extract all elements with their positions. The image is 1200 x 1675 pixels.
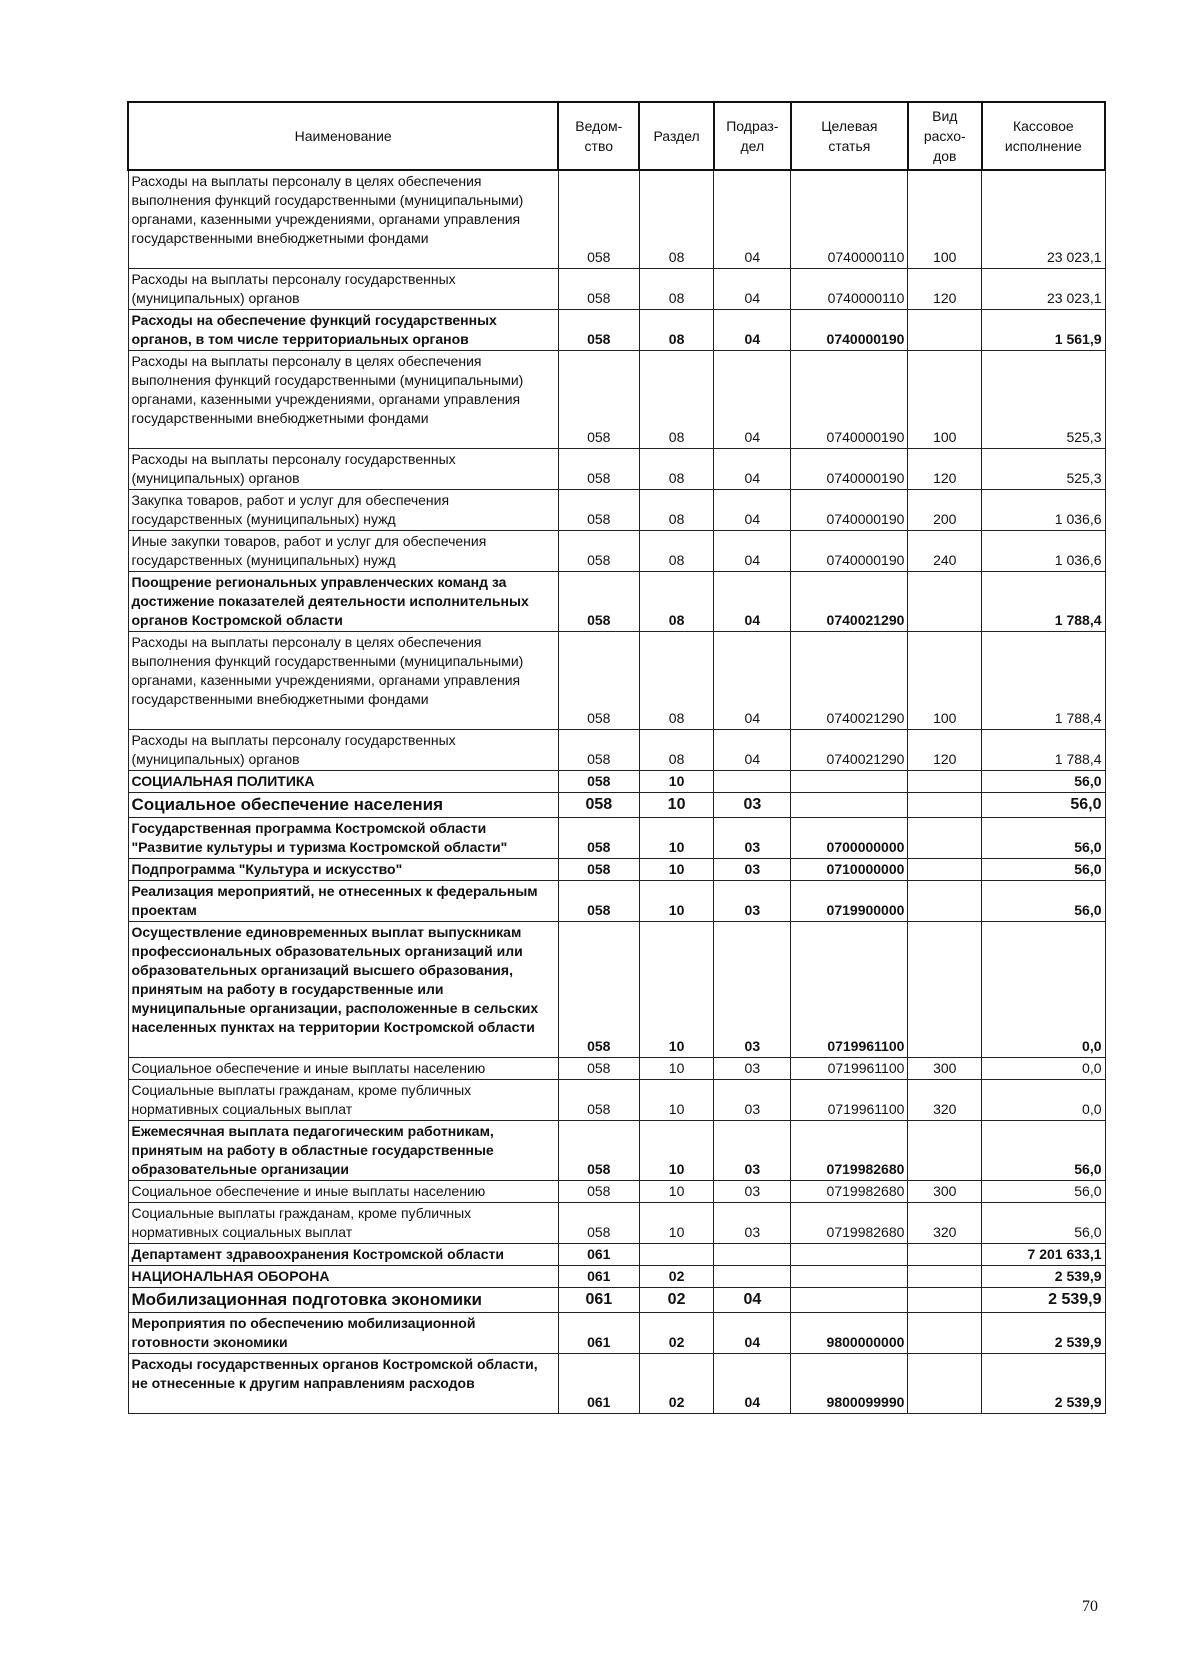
row-name: Расходы на выплаты персоналу в целях обеспечения выполнения функций государственными (муниципальными) органами, казенными учреждениями, органами управления государственными внебюджетными фондами (128, 631, 558, 729)
row-podrazdel: 04 (714, 170, 791, 268)
row-podrazdel: 04 (714, 350, 791, 448)
row-celevaya-statya (791, 792, 908, 817)
row-podrazdel: 04 (714, 309, 791, 350)
table-row (128, 631, 1105, 729)
row-vid-rashodov (908, 770, 982, 792)
row-celevaya-statya: 0719982680 (791, 1180, 908, 1202)
row-vid-rashodov (908, 1243, 982, 1265)
row-vedomstvo: 058 (558, 817, 639, 858)
header-razdel: Раздел (639, 102, 714, 170)
row-celevaya-statya: 0740000190 (791, 309, 908, 350)
row-razdel: 08 (639, 530, 714, 571)
row-razdel: 08 (639, 631, 714, 729)
row-razdel (639, 1243, 714, 1265)
row-name: Расходы государственных органов Костромской области, не отнесенные к другим направлениям расходов (128, 1353, 558, 1413)
row-podrazdel: 03 (714, 1079, 791, 1120)
row-kassovoe-ispolnenie: 1 036,6 (982, 489, 1105, 530)
row-vid-rashodov (908, 921, 982, 1057)
row-celevaya-statya: 0740021290 (791, 571, 908, 631)
table-header-row (128, 102, 1105, 170)
row-vedomstvo: 058 (558, 631, 639, 729)
row-vedomstvo: 058 (558, 770, 639, 792)
table-row (128, 309, 1105, 350)
header-vedomstvo: Ведом- ство (558, 102, 639, 170)
row-kassovoe-ispolnenie: 2 539,9 (982, 1312, 1105, 1353)
row-vedomstvo: 061 (558, 1353, 639, 1413)
row-vedomstvo: 058 (558, 489, 639, 530)
row-celevaya-statya: 0719961100 (791, 921, 908, 1057)
row-razdel: 10 (639, 1120, 714, 1180)
row-kassovoe-ispolnenie: 0,0 (982, 921, 1105, 1057)
header-name: Наименование (128, 102, 558, 170)
row-podrazdel: 03 (714, 792, 791, 817)
row-celevaya-statya: 9800099990 (791, 1353, 908, 1413)
row-kassovoe-ispolnenie: 56,0 (982, 858, 1105, 880)
row-vedomstvo: 058 (558, 1180, 639, 1202)
budget-execution-table (127, 101, 1106, 1414)
row-podrazdel (714, 1265, 791, 1287)
row-vid-rashodov (908, 880, 982, 921)
row-podrazdel: 04 (714, 1353, 791, 1413)
row-podrazdel: 04 (714, 448, 791, 489)
table-row (128, 1180, 1105, 1202)
row-celevaya-statya: 0740000110 (791, 268, 908, 309)
row-vedomstvo: 061 (558, 1287, 639, 1312)
row-kassovoe-ispolnenie: 525,3 (982, 448, 1105, 489)
row-vedomstvo: 058 (558, 571, 639, 631)
row-kassovoe-ispolnenie: 56,0 (982, 1202, 1105, 1243)
row-kassovoe-ispolnenie: 56,0 (982, 1120, 1105, 1180)
row-vid-rashodov (908, 1312, 982, 1353)
row-kassovoe-ispolnenie: 1 788,4 (982, 631, 1105, 729)
row-vedomstvo: 058 (558, 170, 639, 268)
header-celevaya-statya: Целевая статья (791, 102, 908, 170)
row-name: Расходы на выплаты персоналу государственных (муниципальных) органов (128, 268, 558, 309)
table-row (128, 729, 1105, 770)
row-vid-rashodov: 300 (908, 1180, 982, 1202)
row-podrazdel (714, 1243, 791, 1265)
row-vedomstvo: 058 (558, 858, 639, 880)
row-kassovoe-ispolnenie: 525,3 (982, 350, 1105, 448)
row-kassovoe-ispolnenie: 2 539,9 (982, 1287, 1105, 1312)
row-vid-rashodov (908, 309, 982, 350)
row-podrazdel: 03 (714, 858, 791, 880)
row-vid-rashodov: 320 (908, 1079, 982, 1120)
row-kassovoe-ispolnenie: 1 036,6 (982, 530, 1105, 571)
row-vedomstvo: 061 (558, 1265, 639, 1287)
row-kassovoe-ispolnenie: 1 788,4 (982, 571, 1105, 631)
row-celevaya-statya: 0740021290 (791, 729, 908, 770)
row-celevaya-statya (791, 770, 908, 792)
row-celevaya-statya: 0740021290 (791, 631, 908, 729)
row-name: СОЦИАЛЬНАЯ ПОЛИТИКА (128, 770, 558, 792)
table-row (128, 571, 1105, 631)
row-celevaya-statya: 0710000000 (791, 858, 908, 880)
row-celevaya-statya: 0719961100 (791, 1057, 908, 1079)
row-razdel: 10 (639, 770, 714, 792)
row-podrazdel: 03 (714, 1057, 791, 1079)
row-name: Государственная программа Костромской области "Развитие культуры и туризма Костромской области" (128, 817, 558, 858)
row-vedomstvo: 058 (558, 350, 639, 448)
row-vid-rashodov (908, 858, 982, 880)
row-razdel: 02 (639, 1265, 714, 1287)
row-razdel: 10 (639, 880, 714, 921)
row-razdel: 10 (639, 1079, 714, 1120)
row-name: Социальное обеспечение и иные выплаты населению (128, 1057, 558, 1079)
row-name: Ежемесячная выплата педагогическим работникам, принятым на работу в областные государственные образовательные организации (128, 1120, 558, 1180)
row-name: Социальное обеспечение населения (128, 792, 558, 817)
row-name: Социальные выплаты гражданам, кроме публичных нормативных социальных выплат (128, 1079, 558, 1120)
row-celevaya-statya: 0719982680 (791, 1120, 908, 1180)
row-name: Расходы на выплаты персоналу в целях обеспечения выполнения функций государственными (муниципальными) органами, казенными учреждениями, органами управления государственными внебюджетными фондами (128, 170, 558, 268)
row-name: Закупка товаров, работ и услуг для обеспечения государственных (муниципальных) нужд (128, 489, 558, 530)
row-kassovoe-ispolnenie: 2 539,9 (982, 1265, 1105, 1287)
table-row (128, 448, 1105, 489)
row-razdel: 08 (639, 170, 714, 268)
row-kassovoe-ispolnenie: 1 561,9 (982, 309, 1105, 350)
row-kassovoe-ispolnenie: 56,0 (982, 1180, 1105, 1202)
row-vid-rashodov: 100 (908, 350, 982, 448)
row-vedomstvo: 061 (558, 1243, 639, 1265)
row-celevaya-statya: 0740000190 (791, 448, 908, 489)
row-razdel: 10 (639, 858, 714, 880)
row-razdel: 08 (639, 268, 714, 309)
table-row (128, 530, 1105, 571)
header-podrazdel: Подраз- дел (714, 102, 791, 170)
row-kassovoe-ispolnenie: 1 788,4 (982, 729, 1105, 770)
row-kassovoe-ispolnenie: 56,0 (982, 817, 1105, 858)
row-name: Социальное обеспечение и иные выплаты населению (128, 1180, 558, 1202)
table-row (128, 858, 1105, 880)
row-vedomstvo: 058 (558, 530, 639, 571)
row-vid-rashodov (908, 817, 982, 858)
row-name: Мобилизационная подготовка экономики (128, 1287, 558, 1312)
row-vedomstvo: 058 (558, 448, 639, 489)
row-razdel: 10 (639, 792, 714, 817)
table-row (128, 489, 1105, 530)
table-row (128, 1057, 1105, 1079)
row-podrazdel: 04 (714, 729, 791, 770)
row-celevaya-statya: 0740000190 (791, 350, 908, 448)
row-podrazdel: 03 (714, 921, 791, 1057)
row-razdel: 08 (639, 448, 714, 489)
row-vid-rashodov: 200 (908, 489, 982, 530)
row-razdel: 10 (639, 1202, 714, 1243)
row-name: Расходы на выплаты персоналу в целях обеспечения выполнения функций государственными (муниципальными) органами, казенными учреждениями, органами управления государственными внебюджетными фондами (128, 350, 558, 448)
row-razdel: 02 (639, 1353, 714, 1413)
row-vid-rashodov (908, 1287, 982, 1312)
row-razdel: 10 (639, 817, 714, 858)
table-row (128, 880, 1105, 921)
row-celevaya-statya: 0740000190 (791, 489, 908, 530)
table-row (128, 1287, 1105, 1312)
table-row (128, 817, 1105, 858)
row-vedomstvo: 058 (558, 1057, 639, 1079)
row-kassovoe-ispolnenie: 0,0 (982, 1057, 1105, 1079)
table-row (128, 1265, 1105, 1287)
row-vid-rashodov: 120 (908, 268, 982, 309)
row-podrazdel: 04 (714, 489, 791, 530)
row-razdel: 10 (639, 921, 714, 1057)
row-podrazdel (714, 770, 791, 792)
row-vedomstvo: 061 (558, 1312, 639, 1353)
row-vedomstvo: 058 (558, 729, 639, 770)
table-row (128, 1202, 1105, 1243)
row-podrazdel: 04 (714, 1287, 791, 1312)
row-razdel: 10 (639, 1180, 714, 1202)
row-podrazdel: 04 (714, 1312, 791, 1353)
row-kassovoe-ispolnenie: 23 023,1 (982, 268, 1105, 309)
row-vid-rashodov: 240 (908, 530, 982, 571)
row-razdel: 02 (639, 1312, 714, 1353)
row-vid-rashodov (908, 571, 982, 631)
row-vid-rashodov: 100 (908, 631, 982, 729)
row-celevaya-statya (791, 1287, 908, 1312)
row-name: Подпрограмма "Культура и искусство" (128, 858, 558, 880)
row-name: Расходы на обеспечение функций государственных органов, в том числе территориальных органов (128, 309, 558, 350)
row-vid-rashodov: 100 (908, 170, 982, 268)
row-podrazdel: 03 (714, 817, 791, 858)
row-vedomstvo: 058 (558, 1120, 639, 1180)
row-celevaya-statya: 0719961100 (791, 1079, 908, 1120)
row-kassovoe-ispolnenie: 23 023,1 (982, 170, 1105, 268)
table-row (128, 1312, 1105, 1353)
row-razdel: 08 (639, 309, 714, 350)
row-podrazdel: 04 (714, 530, 791, 571)
row-vid-rashodov (908, 1265, 982, 1287)
row-name: НАЦИОНАЛЬНАЯ ОБОРОНА (128, 1265, 558, 1287)
row-name: Иные закупки товаров, работ и услуг для обеспечения государственных (муниципальных) нужд (128, 530, 558, 571)
row-razdel: 08 (639, 489, 714, 530)
table-row (128, 170, 1105, 268)
row-kassovoe-ispolnenie: 0,0 (982, 1079, 1105, 1120)
row-podrazdel: 04 (714, 571, 791, 631)
row-podrazdel: 03 (714, 880, 791, 921)
row-celevaya-statya: 0740000110 (791, 170, 908, 268)
row-name: Реализация мероприятий, не отнесенных к федеральным проектам (128, 880, 558, 921)
row-kassovoe-ispolnenie: 56,0 (982, 770, 1105, 792)
row-razdel: 08 (639, 571, 714, 631)
row-celevaya-statya (791, 1265, 908, 1287)
row-vid-rashodov: 320 (908, 1202, 982, 1243)
row-celevaya-statya: 0719982680 (791, 1202, 908, 1243)
row-razdel: 02 (639, 1287, 714, 1312)
row-kassovoe-ispolnenie: 56,0 (982, 880, 1105, 921)
page-number: 70 (1082, 1598, 1098, 1615)
row-celevaya-statya: 0700000000 (791, 817, 908, 858)
row-celevaya-statya (791, 1243, 908, 1265)
row-name: Мероприятия по обеспечению мобилизационной готовности экономики (128, 1312, 558, 1353)
row-vid-rashodov (908, 1353, 982, 1413)
row-vedomstvo: 058 (558, 1202, 639, 1243)
table-row (128, 1120, 1105, 1180)
row-vid-rashodov: 120 (908, 448, 982, 489)
table-row (128, 268, 1105, 309)
row-podrazdel: 03 (714, 1202, 791, 1243)
row-razdel: 08 (639, 729, 714, 770)
table-row (128, 770, 1105, 792)
table-row (128, 1079, 1105, 1120)
header-vid-rashodov: Вид расхо- дов (908, 102, 982, 170)
table-body (128, 170, 1105, 1413)
row-vedomstvo: 058 (558, 309, 639, 350)
table-row (128, 921, 1105, 1057)
table-row (128, 350, 1105, 448)
header-kassovoe-ispolnenie: Кассовое исполнение (982, 102, 1105, 170)
row-celevaya-statya: 9800000000 (791, 1312, 908, 1353)
row-name: Социальные выплаты гражданам, кроме публичных нормативных социальных выплат (128, 1202, 558, 1243)
row-celevaya-statya: 0719900000 (791, 880, 908, 921)
row-vedomstvo: 058 (558, 268, 639, 309)
row-vid-rashodov (908, 792, 982, 817)
row-kassovoe-ispolnenie: 2 539,9 (982, 1353, 1105, 1413)
row-name: Департамент здравоохранения Костромской области (128, 1243, 558, 1265)
row-podrazdel: 03 (714, 1120, 791, 1180)
row-vedomstvo: 058 (558, 1079, 639, 1120)
table-row (128, 1353, 1105, 1413)
row-name: Осуществление единовременных выплат выпускникам профессиональных образовательных организаций или образовательных организаций высшего образования, принятым на работу в государственные или муниципальные организации, расположенные в сельских населенных пунктах на территории Костромской области (128, 921, 558, 1057)
row-razdel: 08 (639, 350, 714, 448)
row-kassovoe-ispolnenie: 56,0 (982, 792, 1105, 817)
row-podrazdel: 03 (714, 1180, 791, 1202)
row-vid-rashodov: 120 (908, 729, 982, 770)
row-podrazdel: 04 (714, 631, 791, 729)
row-vid-rashodov (908, 1120, 982, 1180)
table-row (128, 792, 1105, 817)
row-vid-rashodov: 300 (908, 1057, 982, 1079)
row-kassovoe-ispolnenie: 7 201 633,1 (982, 1243, 1105, 1265)
row-celevaya-statya: 0740000190 (791, 530, 908, 571)
row-name: Поощрение региональных управленческих команд за достижение показателей деятельности исполнительных органов Костромской области (128, 571, 558, 631)
row-razdel: 10 (639, 1057, 714, 1079)
row-name: Расходы на выплаты персоналу государственных (муниципальных) органов (128, 729, 558, 770)
row-podrazdel: 04 (714, 268, 791, 309)
row-name: Расходы на выплаты персоналу государственных (муниципальных) органов (128, 448, 558, 489)
row-vedomstvo: 058 (558, 880, 639, 921)
table-row (128, 1243, 1105, 1265)
row-vedomstvo: 058 (558, 921, 639, 1057)
row-vedomstvo: 058 (558, 792, 639, 817)
